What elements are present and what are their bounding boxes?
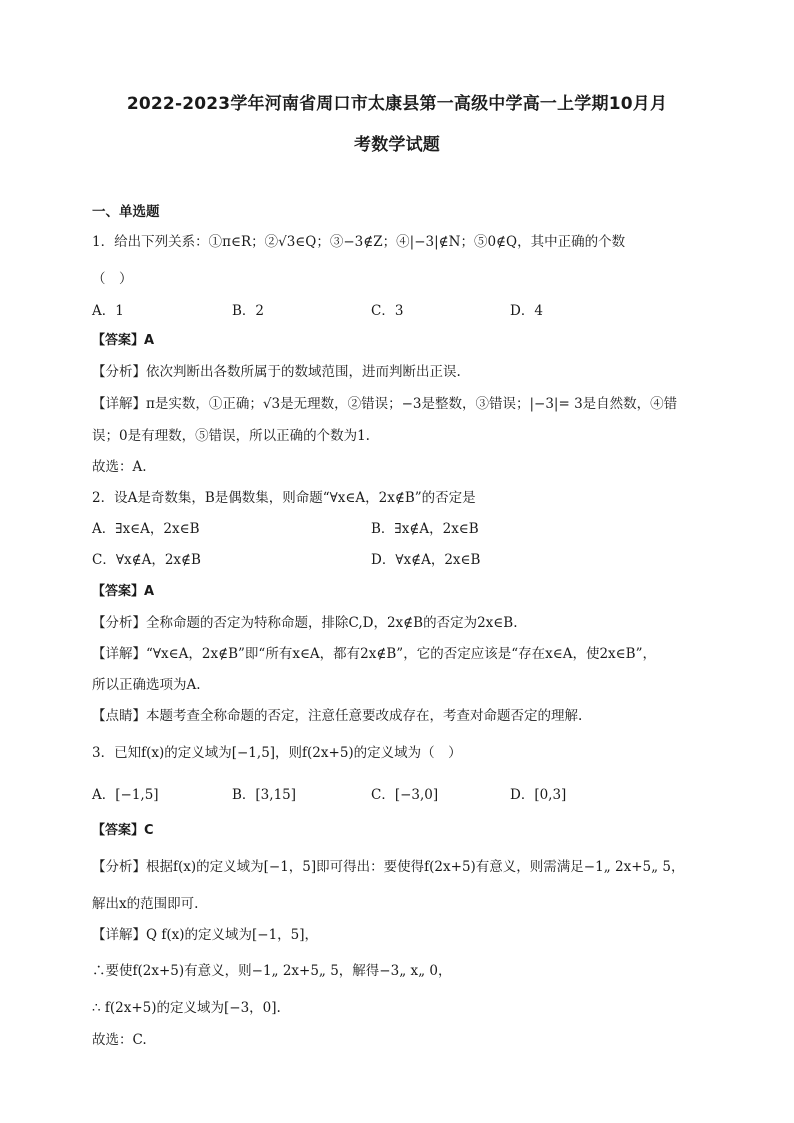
q1-answer: 【答案】A <box>92 333 155 348</box>
page-title-line2: 考数学试题 <box>354 135 440 155</box>
section-heading: 一、单选题 <box>92 204 160 220</box>
q2-option-c: C．∀x∉A，2x∉B <box>92 552 201 568</box>
q3-detail-line2: ∴要使f(2x+5)有意义，则−1„ 2x+5„ 5，解得−3„ x„ 0， <box>92 963 452 979</box>
q2-option-a: A．∃x∈A，2x∈B <box>92 521 200 537</box>
q1-stem: 1．给出下列关系：①π∈R；②√3∈Q；③−3∉Z；④|−3|∉N；⑤0∉Q，其中正确的个数 <box>92 234 626 250</box>
q3-choose: 故选：C. <box>92 1032 147 1048</box>
q3-option-d: D．[0,3] <box>510 787 567 803</box>
q1-detail-line1: 【详解】π是实数，①正确；√3是无理数，②错误；−3是整数，③错误；|−3|= 3是自然数，④错 <box>92 396 678 412</box>
q1-detail-line2: 误；0是有理数，⑤错误，所以正确的个数为1. <box>92 428 370 444</box>
q1-paren: （ ） <box>92 271 133 287</box>
q3-analysis: 【分析】根据f(x)的定义域为[−1，5]即可得出：要使得f(2x+5)有意义，则需满足−1„ 2x+5„ 5， <box>92 859 685 875</box>
q3-stem: 3．已知f(x)的定义域为[−1,5]，则f(2x+5)的定义域为（ ） <box>92 745 462 761</box>
q3-detail-line1: 【详解】Q f(x)的定义域为[−1，5]， <box>92 927 319 943</box>
q3-option-c: C．[−3,0] <box>371 787 439 803</box>
q2-stem: 2．设A是奇数集，B是偶数集，则命题“∀x∈A，2x∉B”的否定是 <box>92 490 476 506</box>
q1-analysis: 【分析】依次判断出各数所属于的数域范围，进而判断出正误. <box>92 364 461 380</box>
q3-option-b: B．[3,15] <box>232 787 297 803</box>
q1-option-d: D．4 <box>510 303 543 319</box>
q1-choose: 故选：A. <box>92 459 147 475</box>
q2-option-b: B．∃x∉A，2x∈B <box>371 521 479 537</box>
q2-comment: 【点睛】本题考查全称命题的否定，注意任意要改成存在，考查对命题否定的理解. <box>92 708 583 724</box>
q2-detail-line2: 所以正确选项为A. <box>92 677 201 693</box>
q1-option-c: C．3 <box>371 303 404 319</box>
q2-detail-line1: 【详解】“∀x∈A，2x∉B”即“所有x∈A，都有2x∉B”，它的否定应该是“存在x∈A，使2x∈B”， <box>92 646 656 662</box>
q3-answer: 【答案】C <box>92 823 154 838</box>
q3-option-a: A．[−1,5] <box>92 787 159 803</box>
page-title-line1: 2022-2023学年河南省周口市太康县第一高级中学高一上学期10月月 <box>126 94 668 114</box>
q3-analysis-line2: 解出x的范围即可. <box>92 896 199 912</box>
q2-option-d: D．∀x∉A，2x∈B <box>371 552 481 568</box>
q1-option-b: B．2 <box>232 303 265 319</box>
q1-option-a: A．1 <box>92 303 124 319</box>
q2-answer: 【答案】A <box>92 584 155 599</box>
q2-analysis: 【分析】全称命题的否定为特称命题，排除C,D，2x∉B的否定为2x∈B. <box>92 615 518 631</box>
q3-detail-line3: ∴ f(2x+5)的定义域为[−3，0]. <box>92 1000 281 1016</box>
